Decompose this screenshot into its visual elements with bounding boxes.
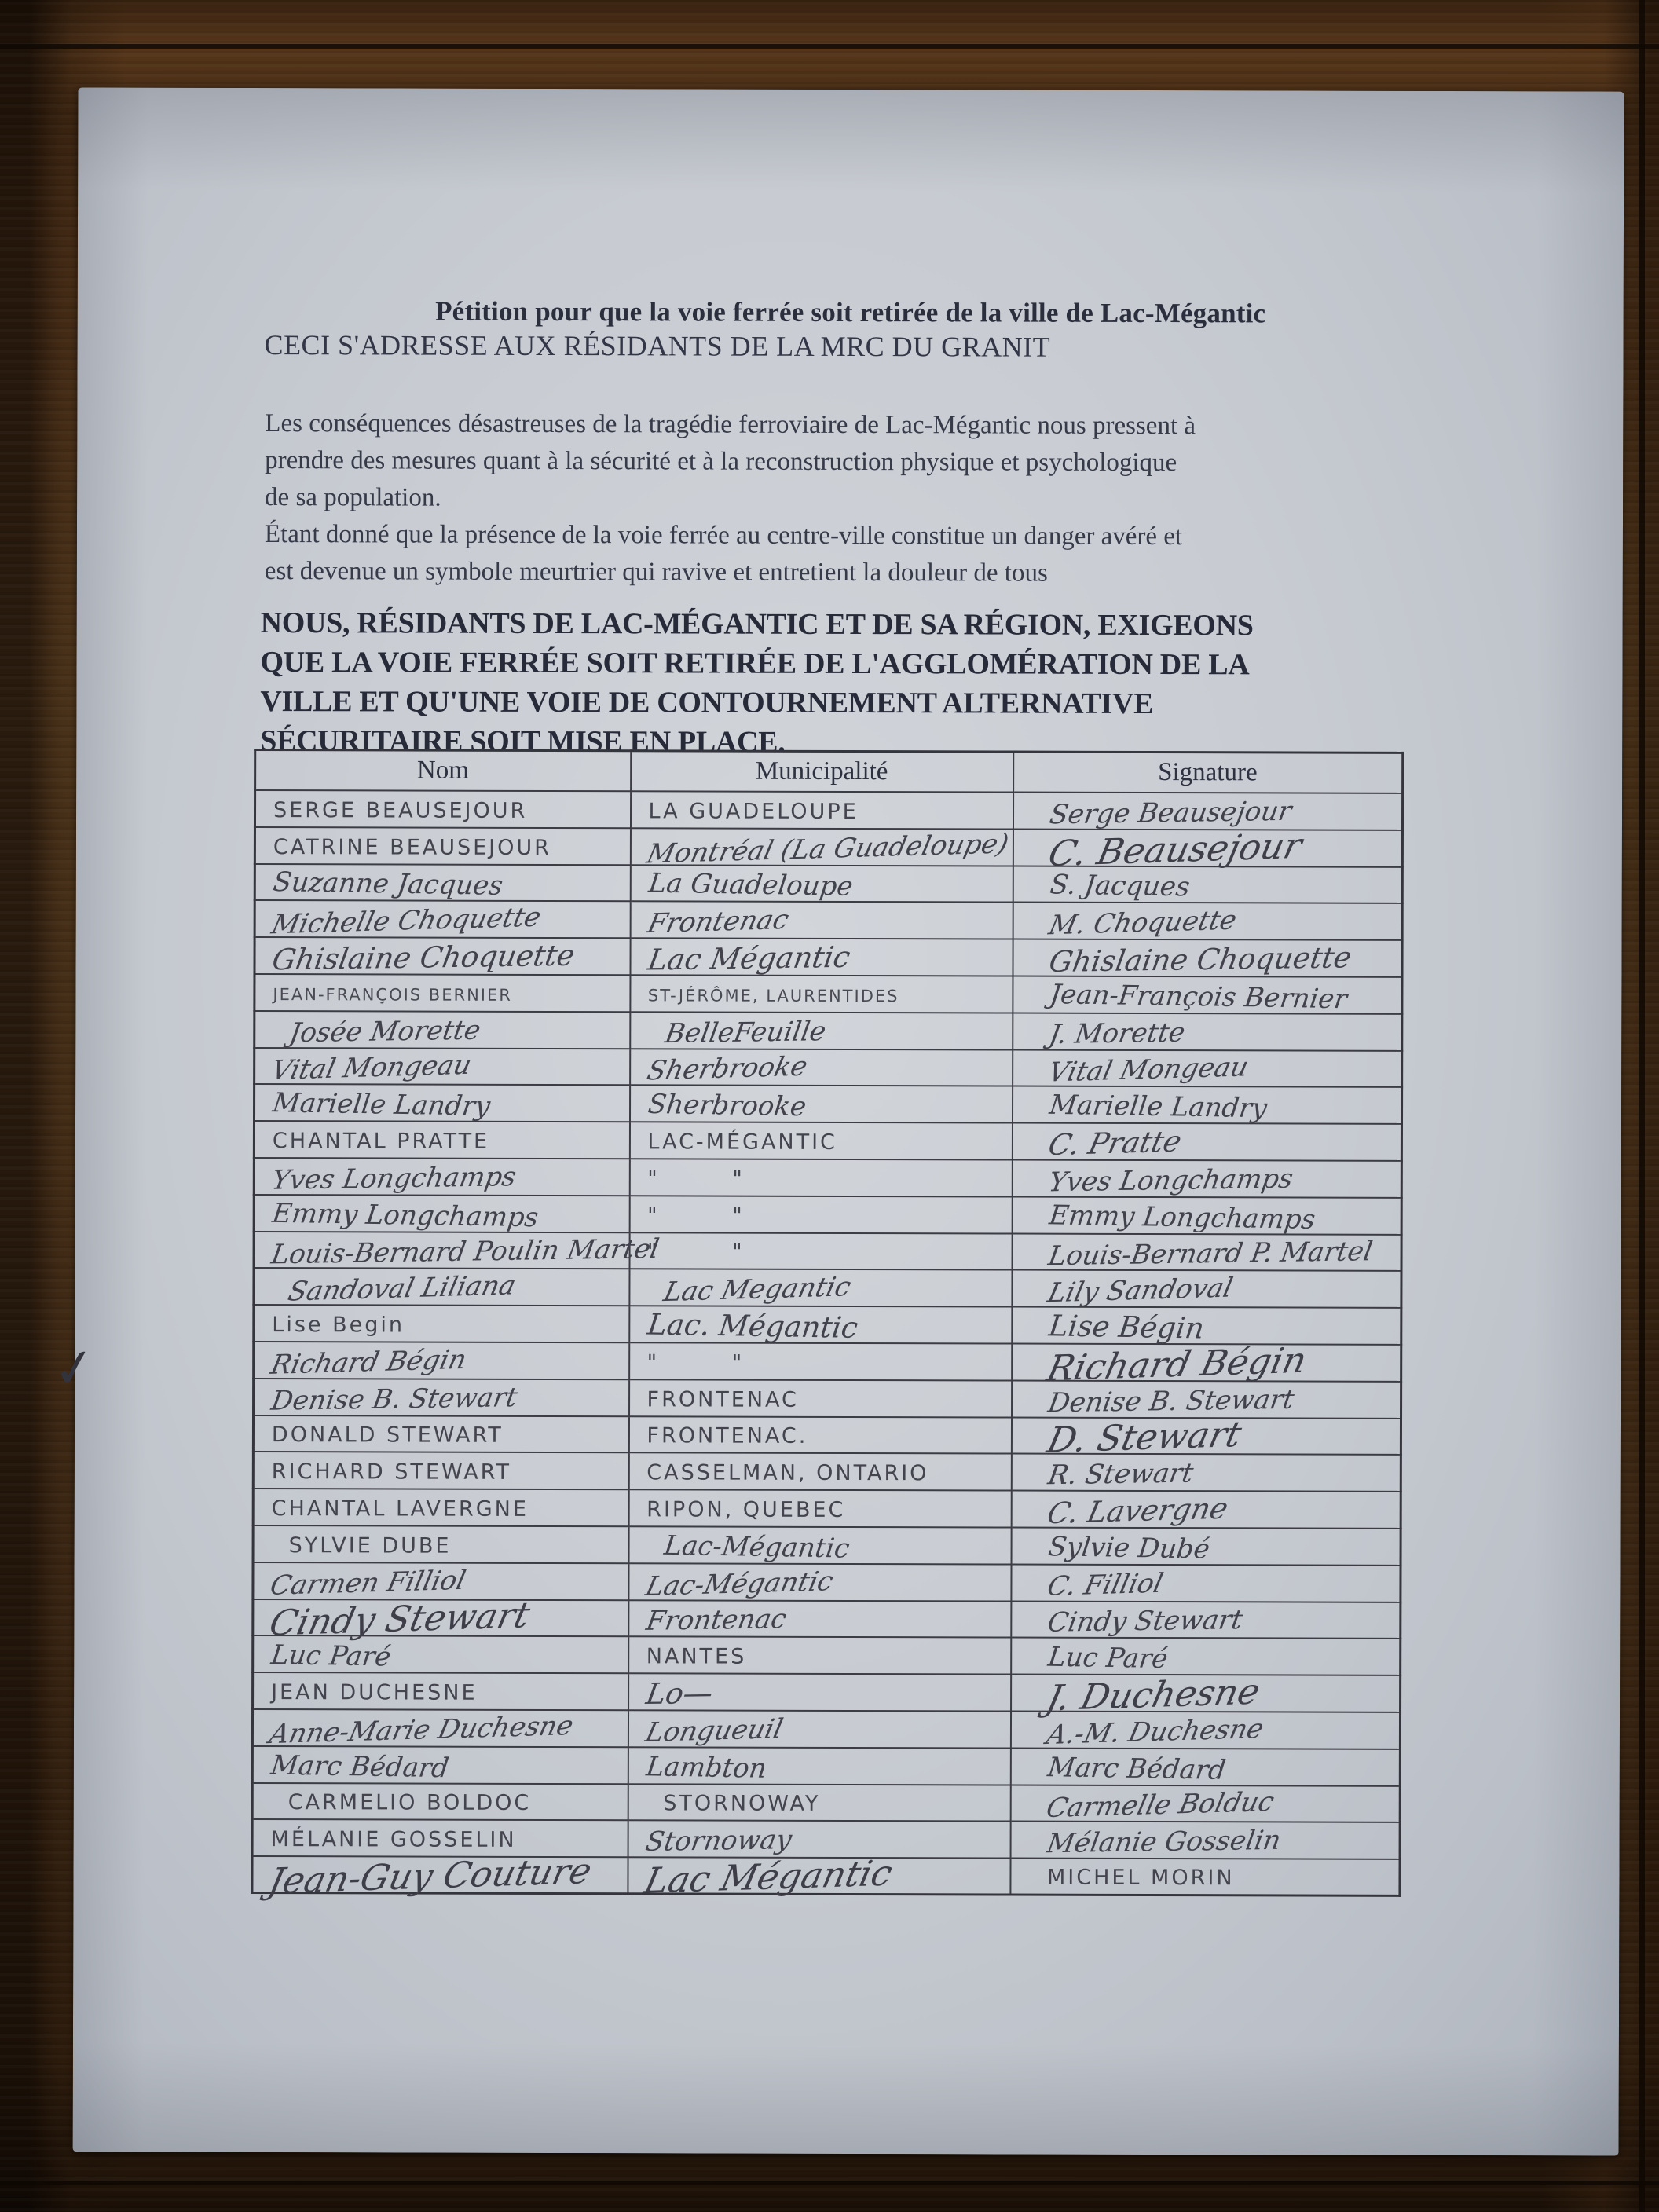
demand-statement — [260, 603, 1439, 764]
table-row — [252, 1856, 1400, 1896]
cell-mun: " " — [629, 1159, 1012, 1196]
cell-mun: Frontenac — [630, 902, 1013, 939]
cell-mun: La Guadeloupe — [630, 865, 1013, 903]
cell-sig: C. Beausejour — [1013, 829, 1402, 866]
cell-sig: J. Morette — [1013, 1013, 1402, 1050]
cell-sig: Carmelle Bolduc — [1010, 1785, 1400, 1822]
cell-mun: Sherbrooke — [629, 1086, 1012, 1123]
margin-checkmark: ✓ — [48, 1335, 101, 1402]
cell-nom: RICHARD STEWART — [253, 1452, 628, 1489]
table-row — [255, 790, 1402, 830]
cell-nom: Jean-Guy Couture — [252, 1856, 628, 1894]
cell-sig: Lily Sandoval — [1012, 1270, 1401, 1308]
audience-line: CECI S'ADRESSE AUX RÉSIDANTS DE LA MRC DU GRANIT — [264, 329, 1051, 363]
cell-nom: SYLVIE DUBE — [253, 1525, 628, 1563]
cell-mun: Sherbrooke — [630, 1049, 1013, 1086]
cell-nom: CHANTAL PRATTE — [254, 1121, 629, 1159]
cell-sig: Sylvie Dubé — [1011, 1527, 1401, 1565]
cell-mun: RIPON, QUEBEC — [628, 1489, 1011, 1527]
cell-sig: Vital Mongeau — [1013, 1049, 1402, 1087]
cell-nom: Ghislaine Choquette — [255, 937, 630, 975]
table-row — [255, 827, 1402, 867]
cell-sig: Cindy Stewart — [1011, 1601, 1401, 1639]
cell-mun: Lac Mégantic — [628, 1857, 1010, 1895]
table-row — [253, 1562, 1401, 1602]
cell-sig: C. Pratte — [1012, 1123, 1401, 1161]
table-row — [255, 974, 1402, 1014]
table-row — [252, 1819, 1400, 1859]
cell-sig: Jean-François Bernier — [1013, 976, 1402, 1014]
table-row — [252, 1746, 1400, 1786]
cell-sig: MICHEL MORIN — [1010, 1859, 1400, 1896]
table-row — [253, 1415, 1401, 1456]
table-row — [254, 1379, 1401, 1419]
table-row — [254, 1268, 1401, 1308]
cell-mun: STORNOWAY — [628, 1784, 1010, 1822]
cell-sig: Ghislaine Choquette — [1013, 939, 1402, 977]
table-row — [254, 1232, 1401, 1272]
cell-mun: " " — [629, 1342, 1012, 1380]
intro-line: prendre des mesures quant à la sécurité et à la reconstruction physique et psychologique — [265, 446, 1177, 478]
cell-mun: ST-JÉRÔME, LAURENTIDES — [630, 975, 1013, 1013]
wood-plank-seam-bottom — [0, 2181, 1659, 2185]
cell-mun: CASSELMAN, ONTARIO — [628, 1453, 1011, 1491]
table-row — [253, 1489, 1401, 1529]
cell-sig: C. Filliol — [1011, 1564, 1401, 1602]
column-header-nom: Nom — [255, 750, 631, 792]
table-row — [252, 1709, 1400, 1749]
cell-mun: Lac. Mégantic — [629, 1306, 1012, 1343]
cell-mun: FRONTENAC. — [628, 1416, 1011, 1454]
cell-nom: Cindy Stewart — [253, 1599, 628, 1637]
cell-sig: Richard Bégin — [1012, 1343, 1401, 1381]
demand-line: QUE LA VOIE FERRÉE SOIT RETIRÉE DE L'AGGLOMÉRATION DE LA — [260, 646, 1250, 682]
cell-sig: Marielle Landry — [1012, 1086, 1401, 1124]
cell-sig: Lise Bégin — [1012, 1307, 1401, 1345]
cell-mun: Lo— — [628, 1673, 1011, 1711]
cell-nom: Anne-Marie Duchesne — [252, 1709, 628, 1747]
cell-nom: JEAN-FRANÇOIS BERNIER — [255, 974, 630, 1012]
intro-line: de sa population. — [265, 483, 441, 512]
table-header-row — [255, 750, 1403, 793]
cell-sig: R. Stewart — [1011, 1454, 1401, 1492]
cell-nom: CHANTAL LAVERGNE — [253, 1489, 628, 1526]
cell-sig: A.-M. Duchesne — [1010, 1711, 1400, 1749]
signature-table — [251, 749, 1404, 1903]
cell-mun: LAC-MÉGANTIC — [629, 1122, 1012, 1159]
table-row — [253, 1635, 1401, 1675]
table-row — [254, 1342, 1401, 1382]
table-row — [254, 1195, 1401, 1235]
cell-sig: Louis-Bernard P. Martel — [1012, 1233, 1401, 1271]
cell-sig: S. Jacques — [1013, 866, 1402, 903]
cell-mun: Lac Megantic — [629, 1269, 1012, 1307]
cell-sig: Marc Bédard — [1010, 1748, 1400, 1785]
cell-nom: Suzanne Jacques — [255, 864, 630, 902]
demand-line: NOUS, RÉSIDANTS DE LAC-MÉGANTIC ET DE SA RÉGION, EXIGEONS — [260, 606, 1254, 643]
column-header-municipalite: Municipalité — [631, 751, 1013, 793]
cell-sig: J. Duchesne — [1011, 1675, 1401, 1712]
cell-nom: Carmen Filliol — [253, 1562, 628, 1600]
petition-sheet — [48, 87, 1624, 2155]
cell-nom: Sandoval Liliana — [254, 1268, 629, 1306]
table-row — [254, 1121, 1401, 1161]
cell-mun: Lac-Mégantic — [628, 1563, 1011, 1601]
cell-nom: Lise Begin — [254, 1305, 629, 1342]
cell-mun: Lac Mégantic — [630, 938, 1013, 976]
table-row — [254, 1158, 1401, 1198]
cell-sig: D. Stewart — [1011, 1417, 1401, 1455]
intro-line: est devenue un symbole meurtrier qui ravive et entretient la douleur de tous — [264, 557, 1048, 588]
cell-nom: Luc Paré — [253, 1635, 628, 1673]
table-row — [255, 864, 1402, 904]
cell-nom: Vital Mongeau — [255, 1048, 630, 1086]
intro-paragraph — [265, 405, 1428, 593]
signature-table-body — [252, 790, 1403, 1903]
cell-nom: JEAN DUCHESNE — [253, 1672, 628, 1710]
cell-nom: Marielle Landry — [254, 1084, 629, 1122]
column-header-signature: Signature — [1013, 752, 1403, 793]
cell-nom: SERGE BEAUSEJOUR — [255, 790, 630, 828]
table-row — [255, 1011, 1402, 1051]
cell-mun: Stornoway — [628, 1821, 1010, 1859]
cell-sig: Emmy Longchamps — [1012, 1196, 1401, 1234]
cell-nom: MÉLANIE GOSSELIN — [252, 1819, 628, 1857]
petition-title: Pétition pour que la voie ferrée soit retirée de la ville de Lac-Mégantic — [435, 295, 1266, 329]
cell-nom: Louis-Bernard Poulin Martel — [254, 1232, 629, 1269]
cell-sig: Denise B. Stewart — [1012, 1380, 1401, 1418]
cell-sig: Luc Paré — [1011, 1638, 1401, 1675]
cell-nom: Denise B. Stewart — [254, 1379, 629, 1416]
table-row — [254, 1305, 1401, 1345]
cell-mun: NANTES — [628, 1637, 1011, 1675]
table-row — [253, 1525, 1401, 1566]
cell-mun: Montréal (La Guadeloupe) — [630, 828, 1013, 866]
cell-sig: M. Choquette — [1013, 903, 1402, 940]
intro-line: Les conséquences désastreuses de la tragédie ferroviaire de Lac-Mégantic nous pressent à — [265, 409, 1196, 441]
cell-mun: Lac-Mégantic — [628, 1526, 1011, 1564]
cell-nom: DONALD STEWART — [253, 1415, 628, 1453]
cell-sig: Mélanie Gosselin — [1010, 1822, 1400, 1859]
cell-mun: " " — [629, 1196, 1012, 1233]
cell-nom: Michelle Choquette — [255, 900, 630, 938]
cell-sig: Yves Longchamps — [1012, 1160, 1401, 1198]
cell-nom: Emmy Longchamps — [254, 1195, 629, 1232]
demand-line: SÉCURITAIRE SOIT MISE EN PLACE. — [260, 724, 786, 759]
cell-mun: Longueuil — [628, 1710, 1010, 1748]
cell-mun: FRONTENAC — [629, 1379, 1012, 1417]
table-row — [255, 1048, 1402, 1088]
table-row — [253, 1452, 1401, 1492]
table-row — [255, 900, 1402, 940]
table-row — [253, 1672, 1401, 1712]
cell-nom: Josée Morette — [255, 1011, 630, 1049]
cell-mun: Frontenac — [628, 1600, 1011, 1638]
demand-line: VILLE ET QU'UNE VOIE DE CONTOURNEMENT ALTERNATIVE — [260, 685, 1154, 721]
intro-line: Étant donné que la présence de la voie ferrée au centre-ville constitue un danger avéré et — [264, 520, 1183, 551]
wood-plank-seam-top — [0, 44, 1659, 49]
cell-mun: BelleFeuille — [630, 1012, 1013, 1049]
cell-nom: CATRINE BEAUSEJOUR — [255, 827, 630, 865]
cell-sig: Serge Beausejour — [1013, 793, 1402, 830]
cell-mun: Lambton — [628, 1747, 1010, 1785]
table-row — [252, 1783, 1400, 1823]
cell-sig: C. Lavergne — [1011, 1491, 1401, 1529]
table-row — [254, 1084, 1401, 1124]
cell-nom: Richard Bégin — [254, 1342, 629, 1379]
table-row — [253, 1599, 1401, 1639]
cell-nom: Yves Longchamps — [254, 1158, 629, 1196]
cell-nom: Marc Bédard — [252, 1746, 628, 1784]
cell-mun: LA GUADELOUPE — [630, 791, 1013, 829]
table-row — [255, 937, 1402, 977]
cell-mun: " " — [629, 1232, 1012, 1270]
wood-plank-seam-right — [1639, 0, 1645, 2212]
cell-nom: CARMELIO BOLDOC — [252, 1783, 628, 1821]
